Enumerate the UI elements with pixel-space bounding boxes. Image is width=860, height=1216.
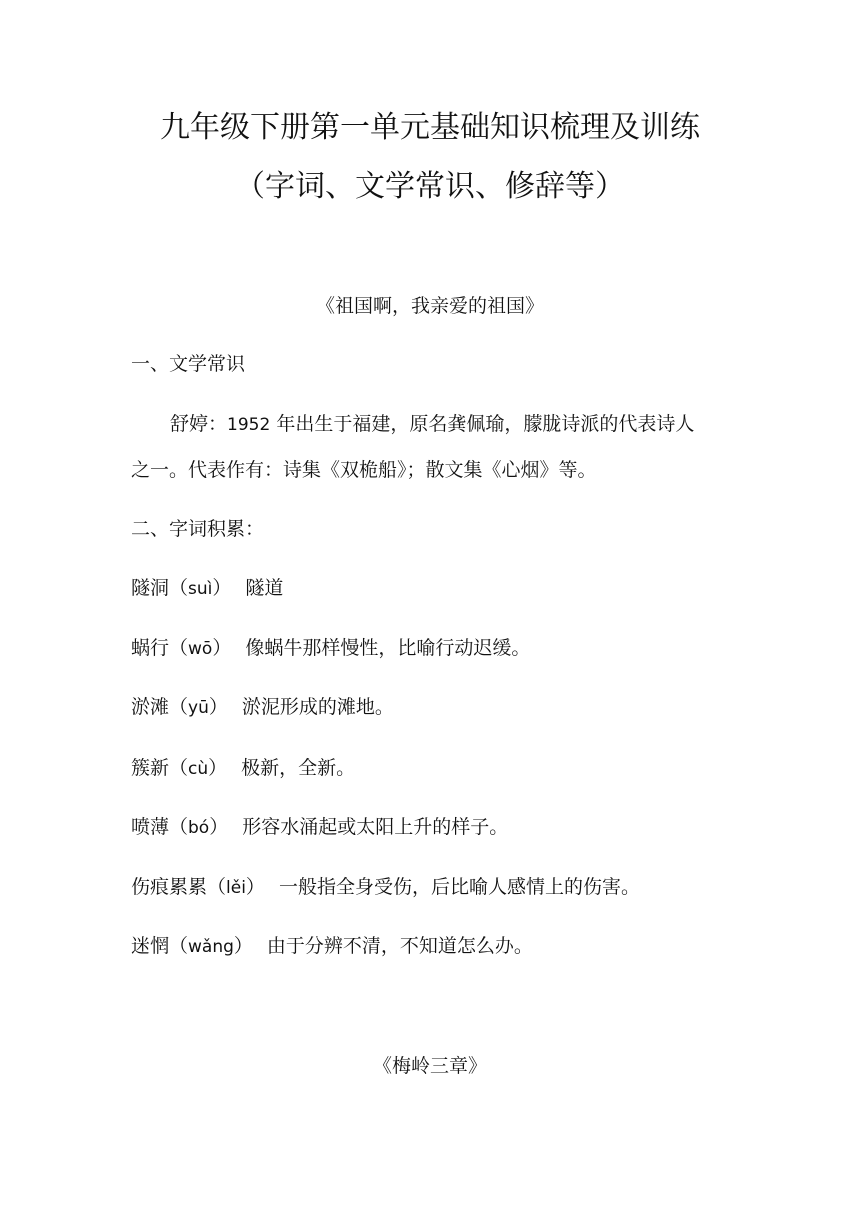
vocab-bracket: ） xyxy=(245,876,265,898)
lit-year: 1952 xyxy=(227,415,271,435)
vocab-bracket: ） xyxy=(208,757,228,779)
vocab-meaning: 一般指全身受伤，后比喻人感情上的伤害。 xyxy=(278,876,640,898)
vocab-pinyin: wǎng xyxy=(188,937,234,957)
vocab-pinyin: yū xyxy=(188,698,209,718)
vocab-meaning: 由于分辨不清，不知道怎么办。 xyxy=(266,935,533,957)
vocab-pinyin: cù xyxy=(188,759,209,779)
vocab-bracket: ） xyxy=(233,935,253,957)
vocab-word: 簇新（ xyxy=(131,757,189,779)
vocab-word: 迷惘（ xyxy=(131,935,189,957)
vocab-word: 蜗行（ xyxy=(131,637,189,659)
vocab-item xyxy=(131,873,640,902)
vocab-item xyxy=(131,634,530,663)
vocab-item xyxy=(131,693,394,722)
vocab-meaning: 极新，全新。 xyxy=(241,757,356,779)
section-heading-motherland: 《祖国啊，我亲爱的祖国》 xyxy=(315,295,544,317)
literature-paragraph-line1 xyxy=(170,410,694,439)
vocab-word: 喷薄（ xyxy=(131,816,189,838)
vocab-pinyin: lěi xyxy=(226,878,246,898)
vocab-meaning: 隧道 xyxy=(245,577,284,599)
vocab-word: 伤痕累累（ xyxy=(131,876,227,898)
vocab-pinyin: bó xyxy=(188,818,210,838)
literature-heading: 一、文学常识 xyxy=(131,353,246,375)
vocab-bracket: ） xyxy=(209,816,229,838)
vocab-heading: 二、字词积累： xyxy=(131,518,265,540)
vocab-bracket: ） xyxy=(208,696,228,718)
vocab-item xyxy=(131,574,283,603)
lit-text: 年出生于福建，原名龚佩瑜，朦胧诗派的代表诗人 xyxy=(270,413,695,435)
document-subtitle: （字词、文学常识、修辞等） xyxy=(235,169,625,204)
vocab-word: 淤滩（ xyxy=(131,696,189,718)
vocab-item xyxy=(131,813,508,842)
document-title: 九年级下册第一单元基础知识梳理及训练 xyxy=(160,110,700,145)
vocab-item xyxy=(131,932,533,961)
literature-paragraph-line2: 之一。代表作有：诗集《双桅船》；散文集《心烟》等。 xyxy=(131,459,597,481)
vocab-item xyxy=(131,754,355,783)
section-heading-meiling: 《梅岭三章》 xyxy=(372,1055,487,1077)
vocab-meaning: 淤泥形成的滩地。 xyxy=(241,696,394,718)
vocab-meaning: 形容水涌起或太阳上升的样子。 xyxy=(242,816,509,838)
vocab-bracket: ） xyxy=(212,577,232,599)
vocab-bracket: ） xyxy=(212,637,232,659)
vocab-pinyin: suì xyxy=(188,579,213,599)
vocab-word: 隧洞（ xyxy=(131,577,189,599)
vocab-meaning: 像蜗牛那样慢性，比喻行动迟缓。 xyxy=(245,637,531,659)
vocab-pinyin: wō xyxy=(188,639,213,659)
lit-author: 舒婷： xyxy=(170,413,228,435)
